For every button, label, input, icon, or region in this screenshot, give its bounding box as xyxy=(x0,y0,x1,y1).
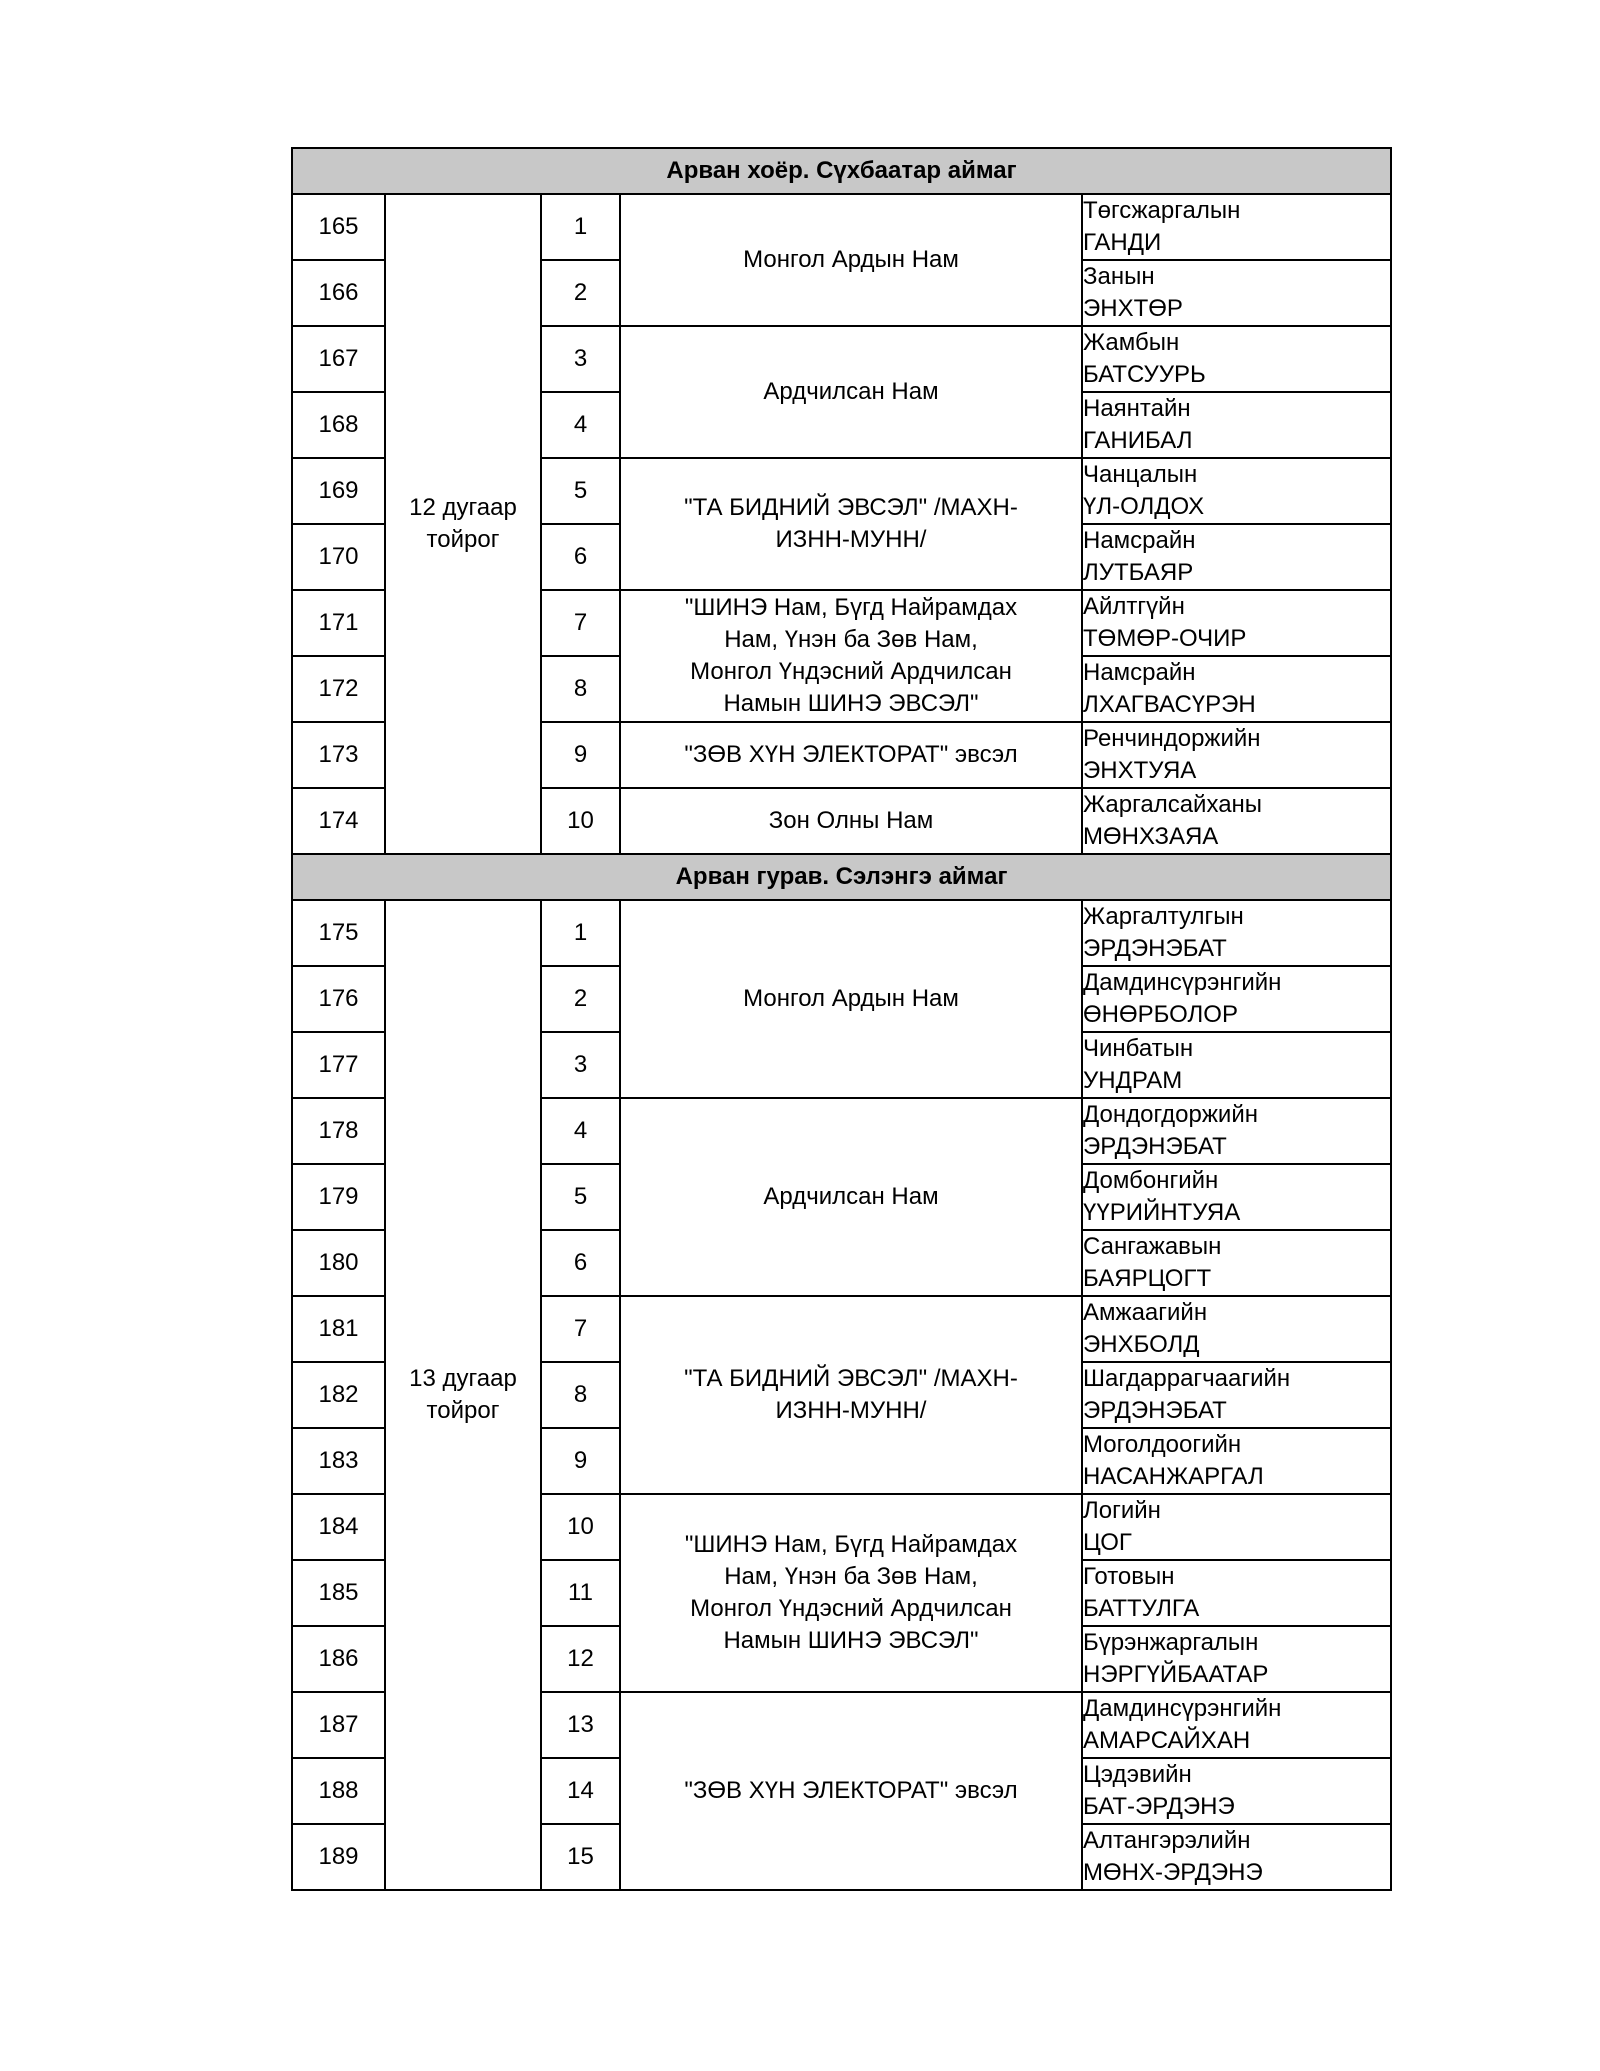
party-name-cell: "ЗӨВ ХҮН ЭЛЕКТОРАТ" эвсэл xyxy=(620,1692,1082,1890)
candidate-patronymic: Дондогдоржийн xyxy=(1083,1101,1258,1128)
candidate-given-name: ЭРДЭНЭБАТ xyxy=(1083,1397,1227,1424)
candidate-name-cell xyxy=(1082,260,1391,326)
candidate-name-cell xyxy=(1082,1296,1391,1362)
candidate-patronymic: Шагдаррагчаагийн xyxy=(1083,1365,1291,1392)
section-title: Арван гурав. Сэлэнгэ аймаг xyxy=(292,854,1391,900)
candidate-number: 181 xyxy=(292,1296,385,1362)
candidate-name-cell xyxy=(1082,966,1391,1032)
candidate-given-name: ЭНХТӨР xyxy=(1083,295,1183,322)
party-name-cell: Ардчилсан Нам xyxy=(620,326,1082,458)
candidate-given-name: АМАРСАЙХАН xyxy=(1083,1727,1251,1754)
candidate-name-cell xyxy=(1082,1032,1391,1098)
candidate-patronymic: Алтангэрэлийн xyxy=(1083,1827,1251,1854)
candidate-number: 187 xyxy=(292,1692,385,1758)
party-list-order: 4 xyxy=(541,1098,620,1164)
candidate-given-name: ҮЛ-ОЛДОХ xyxy=(1083,493,1205,520)
candidate-name-cell xyxy=(1082,524,1391,590)
party-list-order: 5 xyxy=(541,1164,620,1230)
party-list-order: 3 xyxy=(541,326,620,392)
candidate-name-cell xyxy=(1082,392,1391,458)
candidate-patronymic: Чанцалын xyxy=(1083,461,1198,488)
candidate-number: 168 xyxy=(292,392,385,458)
candidate-given-name: ТӨМӨР-ОЧИР xyxy=(1083,625,1247,652)
candidate-patronymic: Амжаагийн xyxy=(1083,1299,1208,1326)
candidate-given-name: МӨНХ-ЭРДЭНЭ xyxy=(1083,1859,1263,1886)
candidate-name-cell xyxy=(1082,1098,1391,1164)
candidate-patronymic: Намсрайн xyxy=(1083,659,1196,686)
candidate-number: 174 xyxy=(292,788,385,854)
party-list-order: 4 xyxy=(541,392,620,458)
candidate-patronymic: Жамбын xyxy=(1083,329,1180,356)
section-header-row xyxy=(292,148,1391,194)
candidate-name-cell xyxy=(1082,1692,1391,1758)
candidate-number: 183 xyxy=(292,1428,385,1494)
candidate-name-cell xyxy=(1082,900,1391,966)
candidate-number: 189 xyxy=(292,1824,385,1890)
candidate-number: 171 xyxy=(292,590,385,656)
candidate-number: 169 xyxy=(292,458,385,524)
candidate-patronymic: Төгсжаргалын xyxy=(1083,197,1241,224)
candidate-patronymic: Жаргалтулгын xyxy=(1083,903,1244,930)
party-list-order: 10 xyxy=(541,1494,620,1560)
candidate-patronymic: Чинбатын xyxy=(1083,1035,1194,1062)
party-list-order: 6 xyxy=(541,1230,620,1296)
candidate-number: 175 xyxy=(292,900,385,966)
candidate-number: 184 xyxy=(292,1494,385,1560)
party-name-cell: Зон Олны Нам xyxy=(620,788,1082,854)
candidate-patronymic: Жаргалсайханы xyxy=(1083,791,1263,818)
candidate-name-cell xyxy=(1082,1626,1391,1692)
candidate-given-name: ЛХАГВАСҮРЭН xyxy=(1083,691,1256,718)
party-list-order: 2 xyxy=(541,260,620,326)
section-header-row xyxy=(292,854,1391,900)
candidate-number: 170 xyxy=(292,524,385,590)
candidate-number: 173 xyxy=(292,722,385,788)
party-list-order: 10 xyxy=(541,788,620,854)
party-name-cell: "ЗӨВ ХҮН ЭЛЕКТОРАТ" эвсэл xyxy=(620,722,1082,788)
candidate-patronymic: Айлтгүйн xyxy=(1083,593,1185,620)
party-list-order: 7 xyxy=(541,590,620,656)
candidate-patronymic: Цэдэвийн xyxy=(1083,1761,1192,1788)
candidate-given-name: ӨНӨРБОЛОР xyxy=(1083,1001,1238,1028)
candidate-name-cell xyxy=(1082,1230,1391,1296)
candidate-name-cell xyxy=(1082,1824,1391,1890)
candidate-patronymic: Домбонгийн xyxy=(1083,1167,1219,1194)
party-list-order: 1 xyxy=(541,194,620,260)
candidate-number: 182 xyxy=(292,1362,385,1428)
candidate-name-cell xyxy=(1082,656,1391,722)
party-list-order: 13 xyxy=(541,1692,620,1758)
party-list-order: 3 xyxy=(541,1032,620,1098)
candidate-given-name: ГАНИБАЛ xyxy=(1083,427,1193,454)
candidate-name-cell xyxy=(1082,1428,1391,1494)
party-list-order: 12 xyxy=(541,1626,620,1692)
candidate-name-cell xyxy=(1082,1758,1391,1824)
candidate-given-name: НЭРГҮЙБААТАР xyxy=(1083,1661,1269,1688)
candidate-number: 179 xyxy=(292,1164,385,1230)
candidate-given-name: УНДРАМ xyxy=(1083,1067,1183,1094)
party-name-cell: "ШИНЭ Нам, Бүгд Найрамдах Нам, Үнэн ба Зөв Нам, Монгол Үндэсний Ардчилсан Намын ШИНЭ ЭВСЭЛ" xyxy=(620,590,1082,722)
candidate-name-cell xyxy=(1082,194,1391,260)
party-name-cell: "ТА БИДНИЙ ЭВСЭЛ" /МАХН-ИЗНН-МУНН/ xyxy=(620,1296,1082,1494)
candidate-number: 178 xyxy=(292,1098,385,1164)
candidate-patronymic: Дамдинсүрэнгийн xyxy=(1083,1695,1282,1722)
candidate-given-name: БАТ-ЭРДЭНЭ xyxy=(1083,1793,1235,1820)
candidate-number: 186 xyxy=(292,1626,385,1692)
candidate-table xyxy=(291,147,1392,1891)
party-list-order: 15 xyxy=(541,1824,620,1890)
candidate-given-name: ЭНХБОЛД xyxy=(1083,1331,1200,1358)
candidate-given-name: ЭРДЭНЭБАТ xyxy=(1083,1133,1227,1160)
candidate-name-cell xyxy=(1082,1560,1391,1626)
candidate-patronymic: Ренчиндоржийн xyxy=(1083,725,1261,752)
district-cell: 13 дугаар тойрог xyxy=(385,900,541,1890)
candidate-number: 180 xyxy=(292,1230,385,1296)
candidate-name-cell xyxy=(1082,1164,1391,1230)
party-list-order: 11 xyxy=(541,1560,620,1626)
candidate-patronymic: Сангажавын xyxy=(1083,1233,1222,1260)
candidate-given-name: ЦОГ xyxy=(1083,1529,1132,1556)
party-list-order: 8 xyxy=(541,656,620,722)
candidate-number: 167 xyxy=(292,326,385,392)
candidate-patronymic: Наянтайн xyxy=(1083,395,1191,422)
party-list-order: 7 xyxy=(541,1296,620,1362)
candidate-name-cell xyxy=(1082,326,1391,392)
candidate-table-body xyxy=(292,148,1391,1890)
party-list-order: 9 xyxy=(541,722,620,788)
candidate-name-cell xyxy=(1082,788,1391,854)
party-name-cell: Ардчилсан Нам xyxy=(620,1098,1082,1296)
candidate-name-cell xyxy=(1082,1362,1391,1428)
party-name-cell: Монгол Ардын Нам xyxy=(620,194,1082,326)
candidate-given-name: БАЯРЦОГТ xyxy=(1083,1265,1212,1292)
candidate-number: 165 xyxy=(292,194,385,260)
party-name-cell: "ТА БИДНИЙ ЭВСЭЛ" /МАХН-ИЗНН-МУНН/ xyxy=(620,458,1082,590)
candidate-name-cell xyxy=(1082,590,1391,656)
party-list-order: 2 xyxy=(541,966,620,1032)
candidate-name-cell xyxy=(1082,1494,1391,1560)
party-list-order: 6 xyxy=(541,524,620,590)
candidate-given-name: ЭНХТУЯА xyxy=(1083,757,1197,784)
candidate-given-name: МӨНХЗАЯА xyxy=(1083,823,1219,850)
candidate-patronymic: Моголдоогийн xyxy=(1083,1431,1242,1458)
candidate-given-name: НАСАНЖАРГАЛ xyxy=(1083,1463,1264,1490)
candidate-name-cell xyxy=(1082,722,1391,788)
table-row xyxy=(292,194,1391,260)
candidate-number: 166 xyxy=(292,260,385,326)
candidate-number: 177 xyxy=(292,1032,385,1098)
section-title: Арван хоёр. Сүхбаатар аймаг xyxy=(292,148,1391,194)
candidate-patronymic: Занын xyxy=(1083,263,1155,290)
candidate-patronymic: Дамдинсүрэнгийн xyxy=(1083,969,1282,996)
party-list-order: 1 xyxy=(541,900,620,966)
candidate-given-name: ЭРДЭНЭБАТ xyxy=(1083,935,1227,962)
party-list-order: 14 xyxy=(541,1758,620,1824)
party-list-order: 8 xyxy=(541,1362,620,1428)
district-cell: 12 дугаар тойрог xyxy=(385,194,541,854)
candidate-number: 185 xyxy=(292,1560,385,1626)
candidate-patronymic: Бүрэнжаргалын xyxy=(1083,1629,1259,1656)
candidate-name-cell xyxy=(1082,458,1391,524)
candidate-number: 172 xyxy=(292,656,385,722)
candidate-given-name: ГАНДИ xyxy=(1083,229,1162,256)
candidate-given-name: БАТСУУРЬ xyxy=(1083,361,1206,388)
candidate-number: 188 xyxy=(292,1758,385,1824)
candidate-given-name: БАТТУЛГА xyxy=(1083,1595,1200,1622)
party-name-cell: "ШИНЭ Нам, Бүгд Найрамдах Нам, Үнэн ба Зөв Нам, Монгол Үндэсний Ардчилсан Намын ШИНЭ ЭВСЭЛ" xyxy=(620,1494,1082,1692)
table-row xyxy=(292,900,1391,966)
candidate-patronymic: Готовын xyxy=(1083,1563,1175,1590)
party-name-cell: Монгол Ардын Нам xyxy=(620,900,1082,1098)
party-list-order: 9 xyxy=(541,1428,620,1494)
candidate-given-name: ҮҮРИЙНТУЯА xyxy=(1083,1199,1241,1226)
candidate-patronymic: Логийн xyxy=(1083,1497,1161,1524)
candidate-number: 176 xyxy=(292,966,385,1032)
candidate-patronymic: Намсрайн xyxy=(1083,527,1196,554)
party-list-order: 5 xyxy=(541,458,620,524)
candidate-given-name: ЛУТБАЯР xyxy=(1083,559,1194,586)
